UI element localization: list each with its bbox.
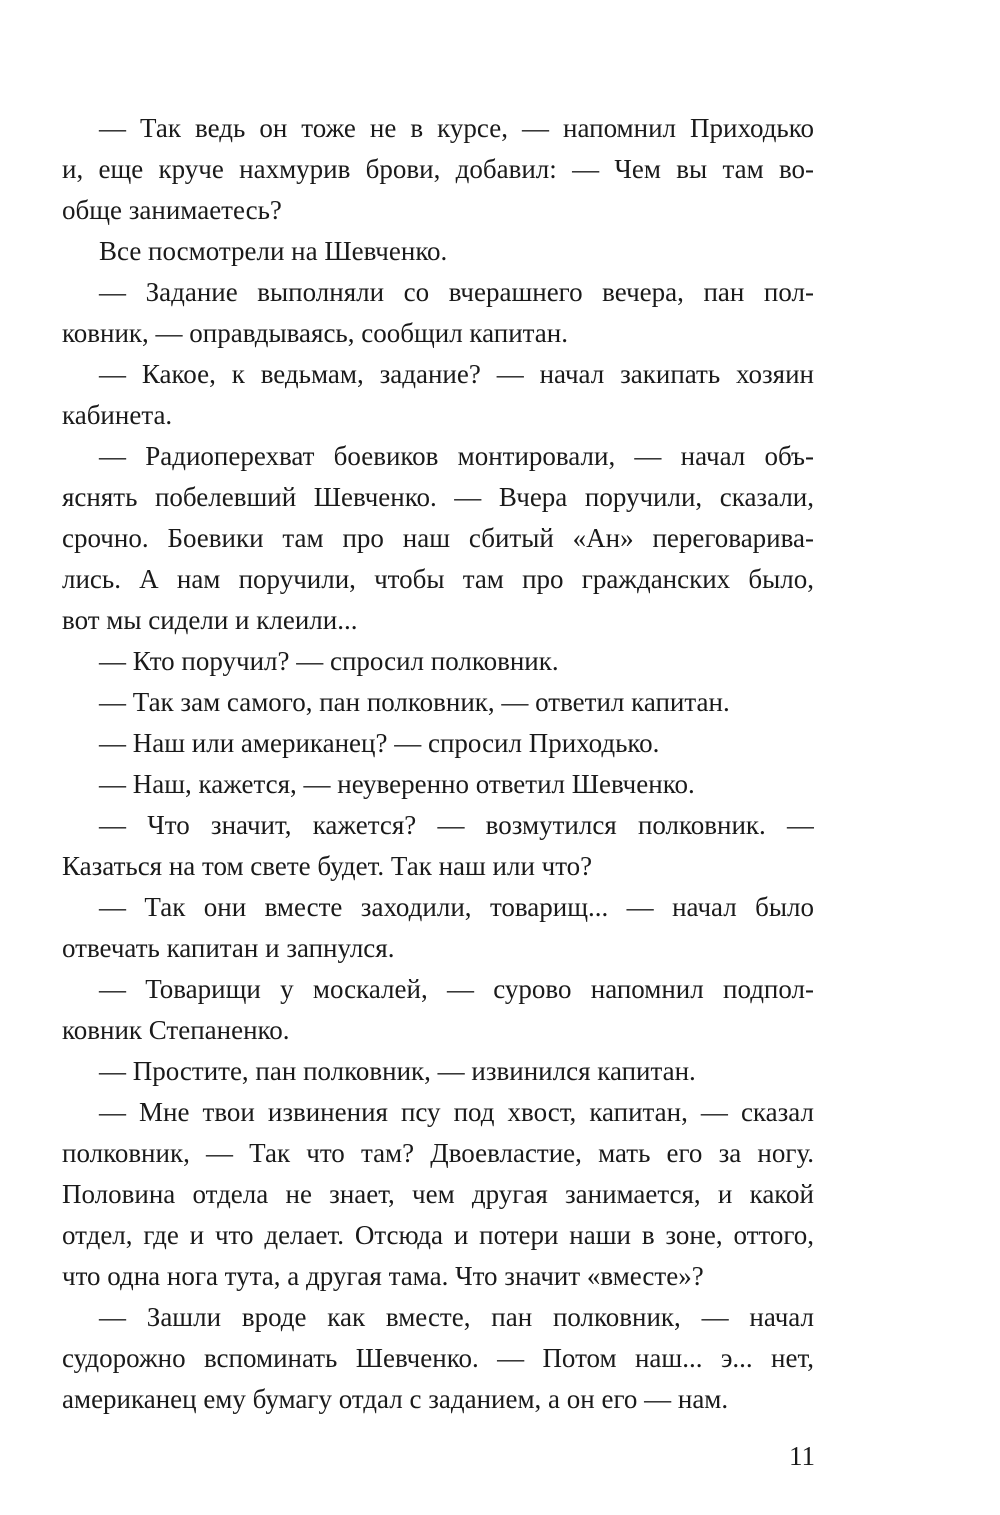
text-line: обще занимаетесь? bbox=[62, 195, 282, 225]
text-line: — Зашли вроде как вместе, пан полковник, — начал bbox=[99, 1302, 814, 1332]
paragraph bbox=[62, 723, 814, 764]
text-line: отвечать капитан и запнулся. bbox=[62, 933, 395, 963]
text-line: Половина отдела не знает, чем другая занимается, и какой bbox=[62, 1179, 814, 1209]
text-line: отдел, где и что делает. Отсюда и потери наши в зоне, оттого, bbox=[62, 1220, 814, 1250]
text-line: что одна нога тута, а другая тама. Что значит «вместе»? bbox=[62, 1261, 704, 1291]
paragraph bbox=[62, 1051, 814, 1092]
text-line: судорожно вспоминать Шевченко. — Потом наш... э... нет, bbox=[62, 1343, 814, 1373]
paragraph bbox=[62, 272, 814, 354]
paragraph bbox=[62, 682, 814, 723]
text-line: — Задание выполняли со вчерашнего вечера, пан пол- bbox=[99, 277, 814, 307]
paragraph bbox=[62, 108, 814, 231]
text-line: вот мы сидели и клеили... bbox=[62, 605, 358, 635]
text-line: срочно. Боевики там про наш сбитый «Ан» переговарива- bbox=[62, 523, 814, 553]
text-line: полковник, — Так что там? Двоевластие, мать его за ногу. bbox=[62, 1138, 814, 1168]
text-line: Казаться на том свете будет. Так наш или что? bbox=[62, 851, 593, 881]
paragraph bbox=[62, 641, 814, 682]
text-line: — Так ведь он тоже не в курсе, — напомнил Приходько bbox=[99, 113, 814, 143]
text-line: — Мне твои извинения псу под хвост, капитан, — сказал bbox=[99, 1097, 814, 1127]
paragraph bbox=[62, 354, 814, 436]
text-line: ковник, — оправдываясь, сообщил капитан. bbox=[62, 318, 568, 348]
paragraph bbox=[62, 436, 814, 641]
paragraph bbox=[62, 764, 814, 805]
paragraph bbox=[62, 805, 814, 887]
text-line: американец ему бумагу отдал с заданием, а он его — нам. bbox=[62, 1384, 729, 1414]
text-line: кабинета. bbox=[62, 400, 173, 430]
text-line: — Что значит, кажется? — возмутился полковник. — bbox=[99, 810, 814, 840]
paragraph bbox=[62, 887, 814, 969]
body-text bbox=[62, 108, 814, 1420]
text-line: — Так зам самого, пан полковник, — ответил капитан. bbox=[99, 687, 730, 717]
text-line: и, еще круче нахмурив брови, добавил: — Чем вы там во- bbox=[62, 154, 814, 184]
page-number: 11 bbox=[789, 1441, 815, 1471]
text-line: — Наш, кажется, — неуверенно ответил Шевченко. bbox=[99, 769, 695, 799]
text-line: — Кто поручил? — спросил полковник. bbox=[99, 646, 559, 676]
text-line: — Товарищи у москалей, — сурово напомнил подпол- bbox=[99, 974, 814, 1004]
paragraph bbox=[62, 969, 814, 1051]
paragraph bbox=[62, 1092, 814, 1297]
paragraph bbox=[62, 1297, 814, 1420]
text-line: — Радиоперехват боевиков монтировали, — начал объ- bbox=[99, 441, 814, 471]
text-line: Все посмотрели на Шевченко. bbox=[99, 236, 448, 266]
text-line: — Какое, к ведьмам, задание? — начал закипать хозяин bbox=[99, 359, 814, 389]
text-line: ковник Степаненко. bbox=[62, 1015, 290, 1045]
text-line: — Простите, пан полковник, — извинился капитан. bbox=[99, 1056, 696, 1086]
text-line: яснять побелевший Шевченко. — Вчера поручили, сказали, bbox=[62, 482, 814, 512]
paragraph bbox=[62, 231, 814, 272]
text-line: — Наш или американец? — спросил Приходько. bbox=[99, 728, 660, 758]
text-line: — Так они вместе заходили, товарищ... — начал было bbox=[99, 892, 814, 922]
text-line: лись. А нам поручили, чтобы там про гражданских было, bbox=[62, 564, 814, 594]
